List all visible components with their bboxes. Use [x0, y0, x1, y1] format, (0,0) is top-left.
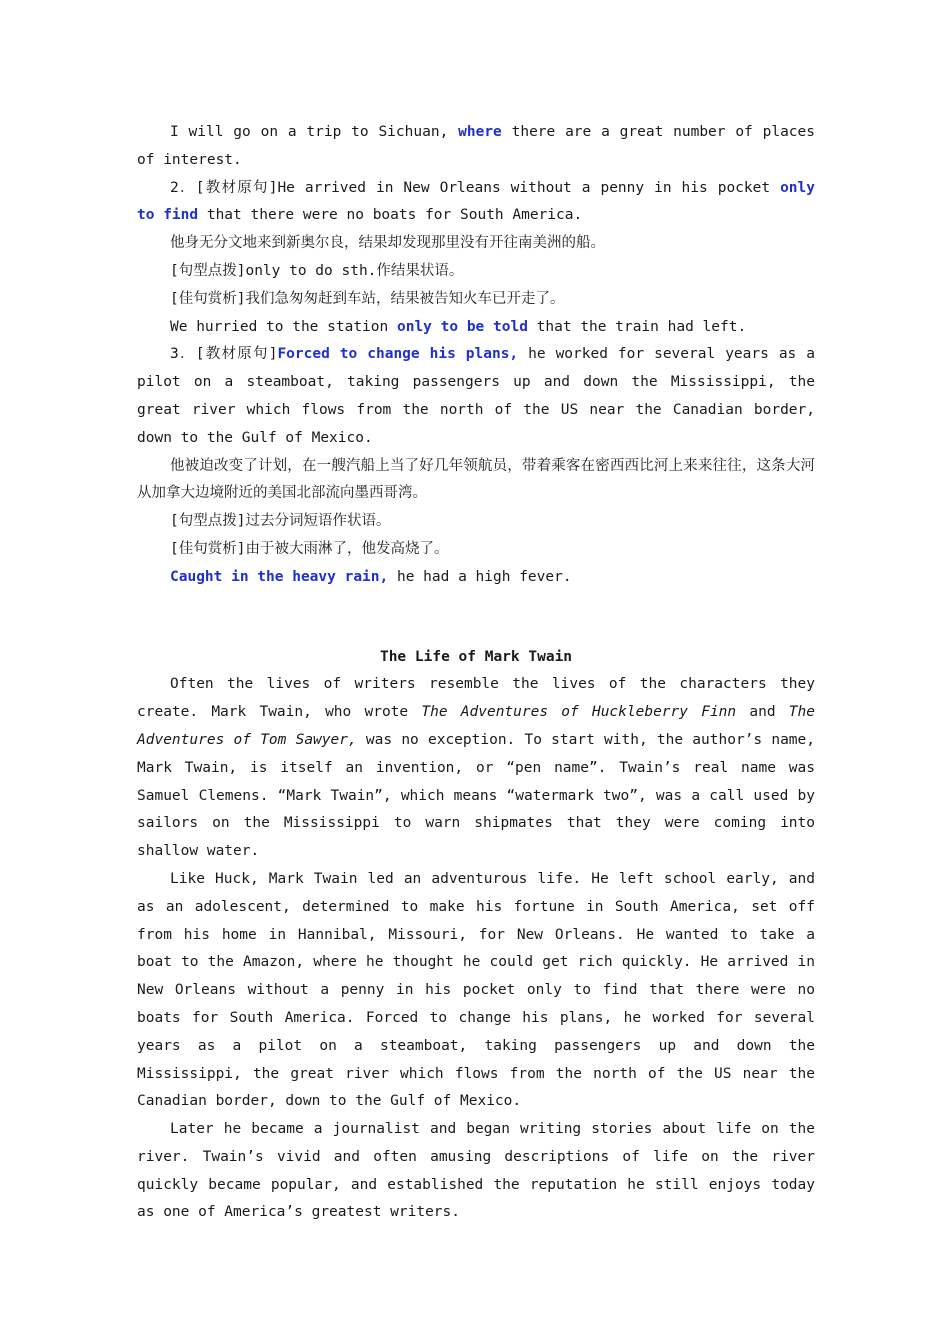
article-paragraph-1: Often the lives of writers resemble the lives of the characters they create. Mark Twain, who wrote The Adventures of Huckleberry Finn and The Adventures of Tom Sawyer, was no exception. To start with, the author’s name, Mark Twain, is itself an invention, or “pen name”. Twain’s real name was Samuel Clemens. “Mark Twain”, which means “watermark two”, was a call used by sailors on the Mississippi to warn shipmates that they were coming into shallow water. — [137, 676, 815, 860]
item-3-translation: 他被迫改变了计划，在一艘汽船上当了好几年领航员，带着乘客在密西西比河上来来往往，这条大河从加拿大边境附近的美国北部流向墨西哥湾。 — [137, 457, 815, 502]
item-2-translation: 他身无分文地来到新奥尔良，结果却发现那里没有开往南美洲的船。 — [170, 235, 605, 252]
article-paragraph-2: Like Huck, Mark Twain led an adventurous life. He left school early, and as an adolescent, determined to make his fortune in South America, set off from his home in Hannibal, Missouri, for New Orleans. He wanted to take a boat to the Amazon, where he thought he could get rich quickly. He arrived in New Orleans without a penny in his pocket only to find that there were no boats for South America. Forced to change his plans, he worked for several years as a pilot on a steamboat, taking passengers up and down the Mississippi, the great river which flows from the north of the US near the Canadian border, down to the Gulf of Mexico. — [137, 870, 815, 1110]
sentence-example-1: I will go on a trip to Sichuan, where there are a great number of places of interest. — [137, 124, 815, 168]
highlight-only-to-find: only to find — [137, 179, 815, 224]
highlight-caught-in-rain: Caught in the heavy rain, — [170, 568, 389, 585]
highlight-forced-to-change: Forced to change his plans, — [277, 346, 519, 363]
book-title-tom-sawyer: The Adventures of Tom Sawyer, — [137, 704, 815, 748]
highlight-only-to-be-told: only to be told — [396, 318, 528, 335]
book-title-huckleberry-finn: The Adventures of Huckleberry Finn — [421, 704, 737, 721]
item-2-example-cn: [佳句赏析]我们急匆匆赶到车站，结果被告知火车已开走了。 — [170, 290, 565, 307]
article-title: The Life of Mark Twain — [379, 648, 573, 665]
highlight-where: where — [458, 124, 502, 140]
item-3-example-en: Caught in the heavy rain, he had a high fever. — [170, 568, 572, 585]
item-2-example-en: We hurried to the station only to be told that the train had left. — [170, 318, 747, 335]
item-2-grammar-point: [句型点拨]only to do sth.作结果状语。 — [170, 262, 464, 279]
item-3-example-cn: [佳句赏析]由于被大雨淋了，他发高烧了。 — [170, 540, 449, 557]
article-paragraph-3: Later he became a journalist and began writing stories about life on the river. Twain’s vivid and often amusing descriptions of life on the river quickly became popular, and established the reputation he still enjoys today as one of America’s greatest writers. — [137, 1121, 815, 1221]
item-3-grammar-point: [句型点拨]过去分词短语作状语。 — [170, 513, 391, 530]
item-2-original: 2．[教材原句]He arrived in New Orleans without a penny in his pocket only to find that there were no boats for South America. — [137, 179, 815, 224]
item-3-original: 3．[教材原句]Forced to change his plans, he worked for several years as a pilot on a steamboat, taking passengers up and down the Mississippi, the great river which flows from the north of the US near the Canadian border, down to the Gulf of Mexico. — [137, 346, 815, 446]
